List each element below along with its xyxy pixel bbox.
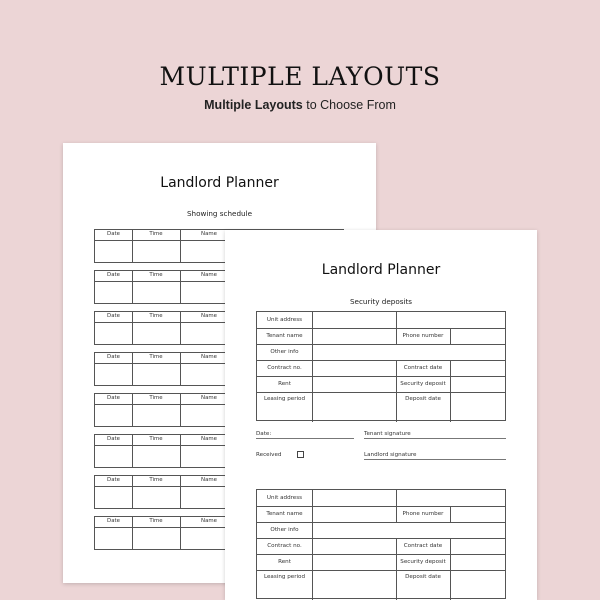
landlord-signature-label: Landlord signature	[364, 452, 417, 458]
phone-number-label: Phone number	[402, 333, 444, 339]
schedule-col-name: Name	[201, 395, 217, 401]
schedule-col-date: Date	[107, 477, 120, 483]
schedule-col-date: Date	[107, 436, 120, 442]
schedule-col-date: Date	[107, 313, 120, 319]
deposit-table-1	[256, 311, 506, 421]
tenant-name-label: Tenant name	[266, 511, 303, 517]
landlord-signature-field[interactable]	[364, 452, 417, 458]
schedule-col-name: Name	[201, 313, 217, 319]
date-field[interactable]	[256, 431, 271, 437]
other-info-label: Other info	[270, 349, 299, 355]
schedule-col-date: Date	[107, 354, 120, 360]
schedule-col-name: Name	[201, 272, 217, 278]
front-page-title: Landlord Planner	[321, 262, 441, 278]
tenant-signature-field[interactable]	[364, 431, 411, 437]
hero-subtitle-rest: to Choose From	[302, 98, 396, 112]
schedule-col-name: Name	[201, 477, 217, 483]
security-deposit-label: Security deposit	[400, 559, 446, 565]
rent-label: Rent	[278, 381, 291, 387]
leasing-period-label: Leasing period	[263, 396, 306, 402]
unit-address-label: Unit address	[266, 317, 303, 323]
tenant-name-label: Tenant name	[266, 333, 303, 339]
unit-address-label: Unit address	[266, 495, 303, 501]
hero-subtitle-bold: Multiple Layouts	[204, 98, 303, 112]
deposit-table-2	[256, 489, 506, 599]
schedule-col-time: Time	[149, 436, 163, 442]
schedule-col-time: Time	[149, 477, 163, 483]
schedule-col-time: Time	[149, 518, 163, 524]
schedule-col-name: Name	[201, 518, 217, 524]
contract-date-label: Contract date	[403, 365, 443, 371]
date-label: Date:	[256, 431, 272, 437]
deposit-date-label: Deposit date	[405, 396, 441, 402]
hero-title: MULTIPLE LAYOUTS	[159, 62, 441, 91]
other-info-label: Other info	[270, 527, 299, 533]
back-section-title: Showing schedule	[186, 209, 252, 218]
phone-number-label: Phone number	[402, 511, 444, 517]
schedule-col-time: Time	[149, 354, 163, 360]
schedule-col-time: Time	[149, 395, 163, 401]
schedule-col-date: Date	[107, 395, 120, 401]
rent-label: Rent	[278, 559, 291, 565]
back-page-title: Landlord Planner	[160, 175, 279, 191]
received-checkbox[interactable]	[297, 451, 304, 458]
contract-date-label: Contract date	[403, 543, 443, 549]
leasing-period-label: Leasing period	[263, 574, 306, 580]
schedule-col-name: Name	[201, 436, 217, 442]
received-label: Received	[256, 452, 282, 458]
schedule-col-name: Name	[201, 354, 217, 360]
hero-subtitle	[0, 98, 600, 112]
front-section-title: Security deposits	[349, 297, 413, 306]
schedule-col-time: Time	[149, 231, 163, 237]
schedule-col-name: Name	[201, 231, 217, 237]
schedule-col-time: Time	[149, 313, 163, 319]
schedule-col-date: Date	[107, 518, 120, 524]
security-deposits-page	[225, 230, 537, 600]
deposit-date-label: Deposit date	[405, 574, 441, 580]
tenant-signature-label: Tenant signature	[364, 431, 411, 437]
schedule-col-date: Date	[107, 231, 120, 237]
schedule-col-time: Time	[149, 272, 163, 278]
contract-no-label: Contract no.	[267, 365, 302, 371]
contract-no-label: Contract no.	[267, 543, 302, 549]
security-deposit-label: Security deposit	[400, 381, 446, 387]
schedule-col-date: Date	[107, 272, 120, 278]
